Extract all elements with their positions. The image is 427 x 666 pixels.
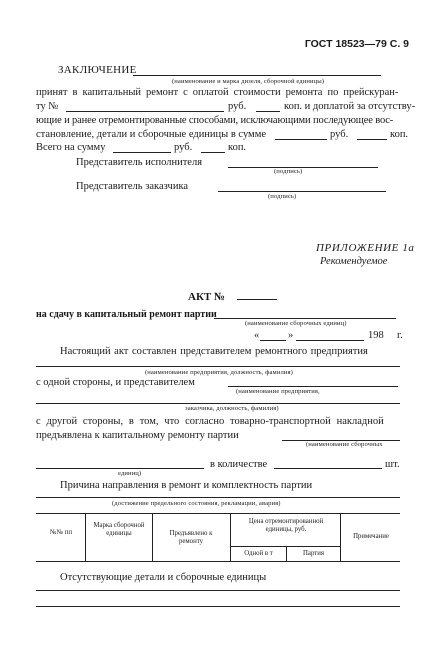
act-caption1: (наименование сборочных единиц): [245, 320, 347, 327]
act-line1: на сдачу в капитальный ремонт партии: [36, 309, 217, 320]
missing-parts-label: Отсутствующие детали и сборочные единицы: [60, 572, 267, 583]
date-year: 198: [368, 330, 384, 341]
act-reason: Причина направления в ремонт и комплектность партии: [60, 480, 313, 491]
pricelist-number-line: [66, 111, 224, 112]
conclusion-name-line: [133, 75, 381, 76]
table-col-sep-5: [340, 513, 341, 561]
date-close-quote: »: [288, 330, 294, 341]
batch-name-line-2: [36, 468, 204, 469]
conclusion-caption: (наименование и марка дизеля, сборочной единицы): [172, 78, 325, 85]
act-caption6: единиц): [118, 470, 142, 477]
appendix-title: ПРИЛОЖЕНИЕ 1а: [316, 242, 415, 254]
act-caption2: (наименование предприятия, должность, фамилия): [145, 369, 293, 376]
conclusion-line5-a: Всего на сумму: [36, 142, 106, 153]
date-month-line: [296, 340, 364, 341]
act-qty-unit: шт.: [385, 459, 400, 470]
sum-kop-line: [357, 139, 387, 140]
conclusion-line4-a: становление, детали и сборочные единицы в сумме: [36, 129, 267, 140]
table-header-one: Одной в т: [244, 550, 273, 557]
representative-line: [228, 386, 398, 387]
conclusion-line2-b: руб.: [228, 101, 247, 112]
total-line: [113, 152, 171, 153]
customer-signature-caption: (подпись): [268, 193, 297, 200]
appendix-subtitle: Рекомендуемое: [320, 256, 388, 267]
executor-signature-caption: (подпись): [274, 168, 303, 175]
act-side3: предъявлена к капитальному ремонту партии: [36, 430, 239, 441]
table-bottom-border: [36, 561, 400, 562]
act-side1: с одной стороны, и представителем: [36, 377, 195, 388]
date-day-line: [260, 340, 286, 341]
table-top-border: [36, 513, 400, 514]
conclusion-line5-b: руб.: [174, 142, 193, 153]
table-header-price: Цена отремонтированной единицы, руб.: [248, 518, 324, 533]
missing-parts-line-2: [36, 606, 400, 607]
table-header-mark: Марка сборочной единицы: [93, 522, 145, 537]
conclusion-heading: ЗАКЛЮЧЕНИЕ: [58, 64, 137, 76]
missing-parts-line-1: [36, 590, 400, 591]
table-col-sep-1: [85, 513, 86, 561]
act-caption7: (достижение предельного состояния, рекламации, авария): [112, 500, 281, 507]
enterprise-line: [36, 366, 400, 367]
act-qty-label: в количестве: [210, 459, 268, 470]
kop-line-1: [256, 111, 280, 112]
customer-signature-line: [218, 191, 386, 192]
customer-label: Представитель заказчика: [76, 181, 189, 192]
executor-label: Представитель исполнителя: [76, 157, 203, 168]
date-year-suffix: г.: [397, 330, 403, 341]
table-header-batch: Партия: [303, 550, 324, 557]
conclusion-line2-c: коп. и доплатой за отсутству-: [284, 101, 416, 112]
executor-signature-line: [228, 167, 378, 168]
act-caption5: (наименование сборочных: [306, 441, 383, 448]
conclusion-line4-b: руб.: [330, 129, 349, 140]
quantity-line: [274, 468, 382, 469]
sum-line: [275, 139, 327, 140]
conclusion-line3: ющие и ранее отремонтированные способами, исключающими последующее вос-: [36, 115, 394, 126]
date-open-quote: «: [254, 330, 260, 341]
conclusion-line2-a: ту №: [36, 101, 59, 112]
act-side2: с другой стороны, в том, что согласно товарно-транспортной накладной: [36, 416, 384, 427]
page-header: ГОСТ 18523—79 С. 9: [304, 38, 409, 50]
table-header-note: Примечание: [353, 533, 389, 540]
reason-line: [36, 497, 400, 498]
total-kop-line: [201, 152, 225, 153]
act-number-line: [237, 299, 277, 300]
conclusion-line1: принят в капитальный ремонт с оплатой стоимости ремонта по прейскуран-: [36, 87, 399, 98]
units-name-line: [214, 318, 396, 319]
table-col-sep-2: [152, 513, 153, 561]
conclusion-line4-c: коп.: [390, 129, 409, 140]
act-caption4: заказчика, должность, фамилия): [185, 405, 279, 412]
table-header-number: №№ пп: [50, 529, 72, 536]
representative-line-2: [36, 403, 400, 404]
table-header-presented: Предъявлено к ремонту: [169, 530, 213, 545]
table-price-split: [230, 546, 340, 547]
act-para1: Настоящий акт составлен представителем ремонтного предприятия: [60, 346, 368, 357]
act-title: АКТ №: [188, 291, 226, 303]
conclusion-line5-c: коп.: [228, 142, 247, 153]
act-caption3: (наименование предприятия,: [236, 388, 320, 395]
